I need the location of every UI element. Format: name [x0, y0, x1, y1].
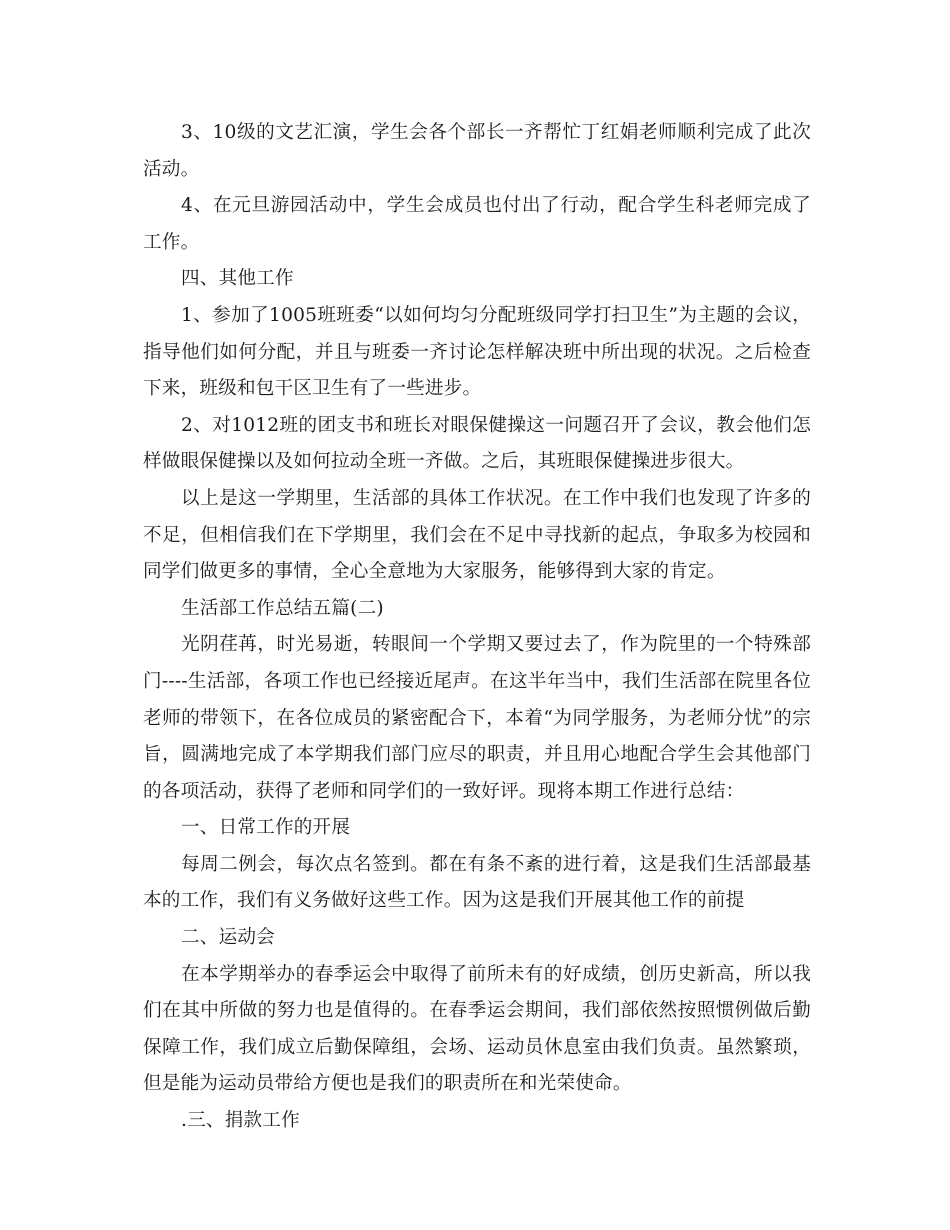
section-heading-donation: .三、捐款工作 [181, 1110, 300, 1132]
paragraph-class-meeting-1005: 1、参加了1005班班委“以如何均匀分配班级同学打扫卫生”为主题的会议，指导他们如何分配，并且与班委一齐讨论怎样解决班中所出现的状况。之后检查下来，班级和包干区卫生有了一些进步。 [143, 304, 811, 400]
article-title-part-two: 生活部工作总结五篇(二) [181, 597, 384, 619]
section-heading-other-work: 四、其他工作 [181, 268, 294, 290]
paragraph-eye-exercise-1012: 2、对1012班的团支书和班长对眼保健操这一问题召开了会议，教会他们怎样做眼保健操以及如何拉动全班一齐做。之后，其班眼保健操进步很大。 [143, 414, 811, 473]
paragraph-introduction: 光阴荏苒，时光易逝，转眼间一个学期又要过去了，作为院里的一个特殊部门----生活部，各项工作也已经接近尾声。在这半年当中，我们生活部在院里各位老师的带领下，在各位成员的紧密配合下，本着“为同学服务，为老师分忧”的宗旨，圆满地完成了本学期我们部门应尽的职责，并且用心地配合学生会其他部门的各项活动，获得了老师和同学们的一致好评。现将本期工作进行总结： [143, 634, 811, 802]
paragraph-new-year-fair: 4、在元旦游园活动中，学生会成员也付出了行动，配合学生科老师完成了工作。 [143, 195, 811, 253]
paragraph-art-show: 3、10级的文艺汇演，学生会各个部长一齐帮忙丁红娟老师顺利完成了此次活动。 [143, 122, 811, 180]
section-heading-sports-meet: 二、运动会 [181, 927, 275, 949]
paragraph-semester-summary: 以上是这一学期里，生活部的具体工作状况。在工作中我们也发现了许多的不足，但相信我们在下学期里，我们会在不足中寻找新的起点，争取多为校园和同学们做更多的事情，全心全意地为大家服务，能够得到大家的肯定。 [143, 487, 811, 583]
section-heading-daily-work: 一、日常工作的开展 [181, 817, 351, 839]
paragraph-spring-sports-meet: 在本学期举办的春季运会中取得了前所未有的好成绩，创历史新高，所以我们在其中所做的努力也是值得的。在春季运会期间，我们部依然按照惯例做后勤保障工作，我们成立后勤保障组，会场、运动员休息室由我们负责。虽然繁琐，但是能为运动员带给方便也是我们的职责所在和光荣使命。 [143, 963, 811, 1095]
document-body [143, 115, 811, 1140]
paragraph-weekly-meeting: 每周二例会，每次点名签到。都在有条不紊的进行着，这是我们生活部最基本的工作，我们有义务做好这些工作。因为这是我们开展其他工作的前提 [143, 853, 811, 912]
